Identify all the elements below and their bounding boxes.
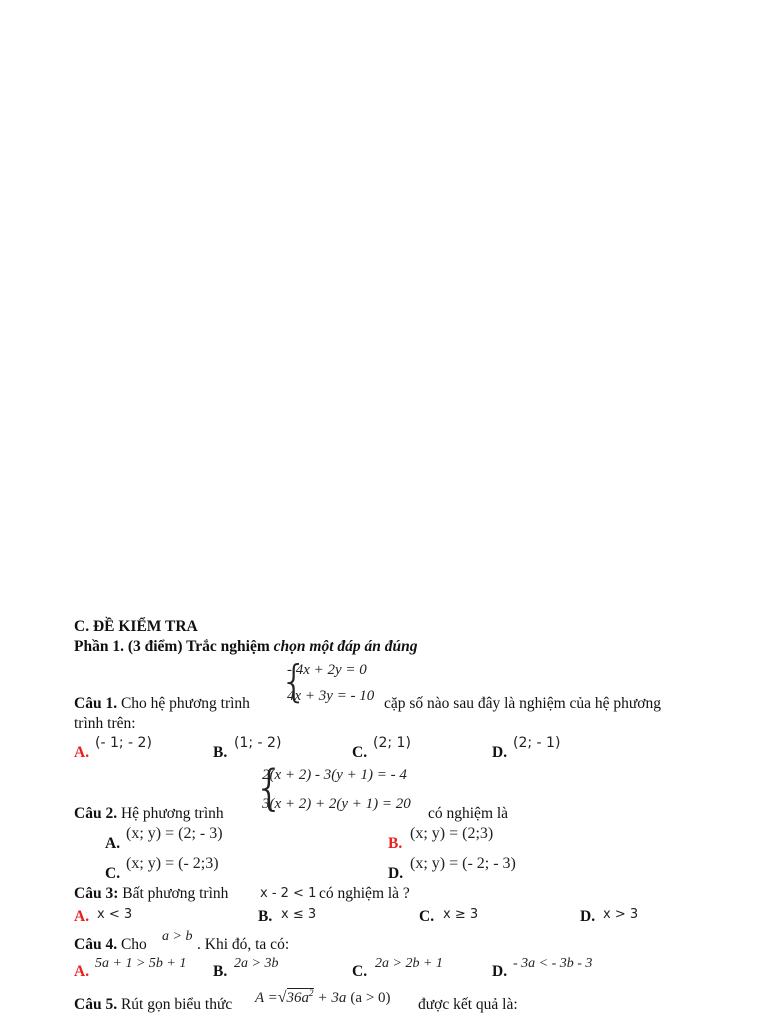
q1-text-after: cặp số nào sau đây là nghiệm của hệ phương: [384, 695, 662, 712]
q1-text-before: Cho hệ phương trình: [120, 695, 250, 712]
q5-expression: [255, 989, 391, 1006]
q1-option-a-value[interactable]: (- 1; - 2): [95, 735, 152, 751]
q2-text-before: Hệ phương trình: [120, 805, 224, 822]
q5-text: [74, 997, 232, 1013]
q1-option-d-value[interactable]: (2; - 1): [513, 735, 561, 751]
q3-option-a-value[interactable]: x < 3: [97, 907, 133, 922]
q1-option-c-value[interactable]: (2; 1): [373, 735, 411, 751]
q5-expr-lhs: A =: [255, 990, 278, 1006]
q2-text-after: có nghiệm là: [428, 805, 509, 822]
q4-option-d-letter[interactable]: D.: [492, 963, 508, 980]
q1-option-d-letter[interactable]: D.: [492, 744, 508, 761]
q4-option-c-value[interactable]: 2a > 2b + 1: [375, 956, 443, 971]
q1-system-brace: {: [280, 656, 308, 707]
q4-text-after: . Khi đó, ta có:: [197, 936, 290, 953]
q5-expr-rest: + 3a: [317, 990, 347, 1006]
q2-system-brace: {: [254, 760, 285, 816]
q4-condition: a > b: [162, 929, 193, 944]
q4-option-b-value[interactable]: 2a > 3b: [234, 956, 279, 971]
q2-label: Câu 2.: [74, 805, 118, 822]
q4-option-d-value[interactable]: - 3a < - 3b - 3: [513, 956, 593, 971]
q5-text-before: Rút gọn biểu thức: [120, 996, 233, 1013]
q1-label: Câu 1.: [74, 695, 118, 712]
q3-option-d-letter[interactable]: D.: [580, 908, 596, 925]
q5-expr-radicand: $36a^2$: [286, 988, 314, 1006]
section-title: C. ĐỀ KIỂM TRA: [74, 618, 198, 635]
q3-text-before: Bất phương trình: [122, 885, 229, 902]
q2-system-line1: 2(x + 2) - 3(y + 1) = - 4: [262, 767, 407, 783]
part1-italic: chọn một đáp án đúng: [273, 638, 418, 655]
q4-option-b-letter[interactable]: B.: [213, 963, 228, 980]
q4-option-a-value[interactable]: 5a + 1 > 5b + 1: [95, 956, 187, 971]
q3-option-b-letter[interactable]: B.: [258, 908, 273, 925]
q3-inequality: x - 2 < 1: [260, 886, 317, 901]
q1-option-b-letter[interactable]: B.: [213, 744, 228, 761]
q3-option-a-letter[interactable]: A.: [74, 908, 90, 925]
q2-option-b-letter[interactable]: B.: [388, 835, 403, 852]
q3-option-c-value[interactable]: x ≥ 3: [443, 907, 479, 922]
q3-text: [74, 886, 228, 902]
q2-system-line2: 3(x + 2) + 2(y + 1) = 20: [262, 796, 411, 812]
q1-option-b-value[interactable]: (1; - 2): [234, 735, 282, 751]
q1-text: [74, 696, 250, 712]
q4-text-before: Cho: [120, 936, 147, 953]
part1-heading: [74, 639, 418, 655]
q2-option-d-value[interactable]: (x; y) = (- 2; - 3): [410, 855, 516, 872]
q3-text-after: có nghiệm là ?: [319, 885, 410, 902]
part1-prefix: Phần 1. (3 điểm) Trắc nghiệm: [74, 638, 274, 655]
q1-option-a-letter[interactable]: A.: [74, 744, 90, 761]
q2-option-a-value[interactable]: (x; y) = (2; - 3): [126, 825, 223, 842]
sqrt-symbol: √: [277, 989, 287, 1006]
q1-text-line2: trình trên:: [74, 715, 136, 732]
q3-label: Câu 3:: [74, 885, 119, 902]
q3-option-c-letter[interactable]: C.: [419, 908, 435, 925]
q1-system-line2: 4x + 3y = - 10: [287, 688, 375, 704]
q2-option-c-value[interactable]: (x; y) = (- 2;3): [126, 855, 219, 872]
q4-option-a-letter[interactable]: A.: [74, 963, 90, 980]
q3-option-d-value[interactable]: x > 3: [603, 907, 639, 922]
q4-text: [74, 937, 147, 953]
q1-option-c-letter[interactable]: C.: [352, 744, 368, 761]
q2-option-d-letter[interactable]: D.: [388, 865, 404, 882]
q2-text: [74, 806, 224, 822]
q5-label: Câu 5.: [74, 996, 118, 1013]
q3-option-b-value[interactable]: x ≤ 3: [281, 907, 317, 922]
q4-label: Câu 4.: [74, 936, 118, 953]
q1-system-line1: - 4x + 2y = 0: [287, 662, 367, 678]
q5-expr-power: 2: [309, 988, 314, 998]
q5-text-after: được kết quả là:: [418, 996, 518, 1013]
q2-option-c-letter[interactable]: C.: [105, 865, 121, 882]
q2-option-b-value[interactable]: (x; y) = (2;3): [410, 825, 494, 842]
q2-option-a-letter[interactable]: A.: [105, 835, 121, 852]
q4-option-c-letter[interactable]: C.: [352, 963, 368, 980]
q5-expr-condition: (a > 0): [350, 990, 391, 1006]
